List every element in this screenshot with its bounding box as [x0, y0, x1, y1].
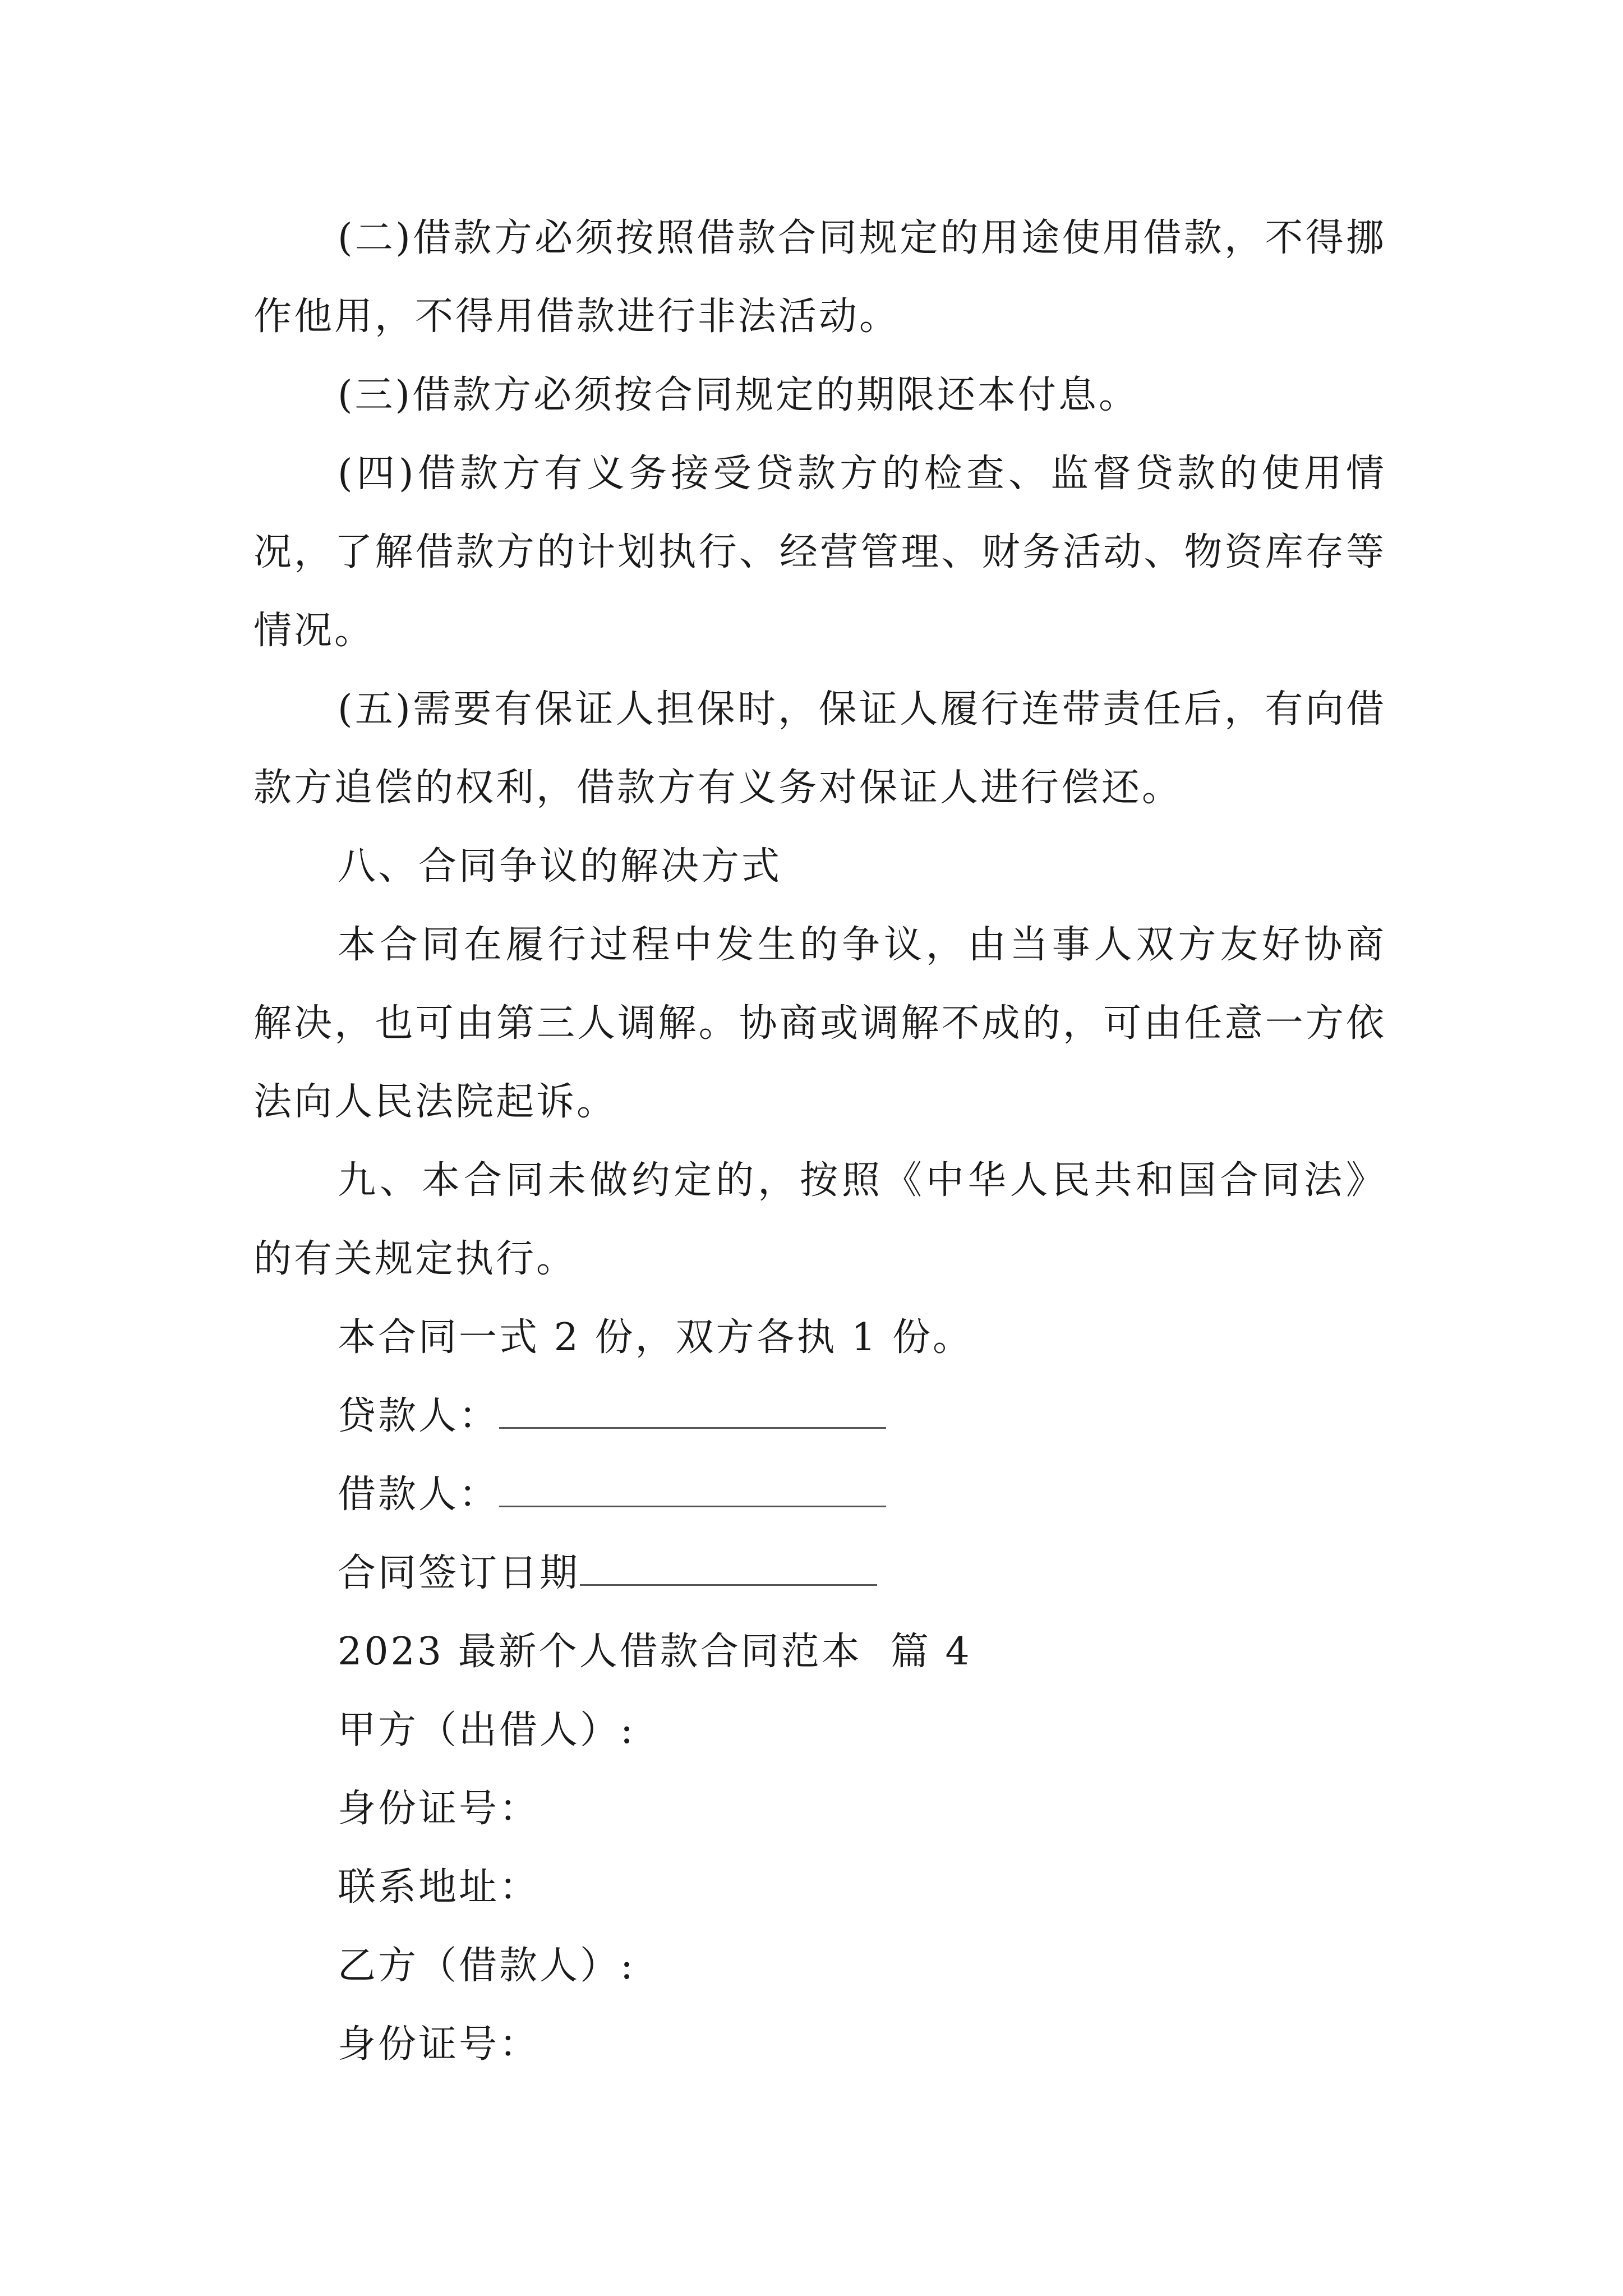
- clause-5-paragraph: (五)需要有保证人担保时，保证人履行连带责任后，有向借款方追偿的权利，借款方有义务对保证人进行偿还。: [253, 687, 1386, 810]
- section-8-heading: 八、合同争议的解决方式: [338, 844, 782, 889]
- party-b-id-label: 身份证号：: [338, 2022, 540, 2067]
- party-a-label: 甲方（出借人）:: [338, 1708, 635, 1752]
- lender-signature-line: [338, 1377, 886, 1456]
- section-8-body: 本合同在履行过程中发生的争议，由当事人双方友好协商解决，也可由第三人调解。协商或调解不成的，可由任意一方依法向人民法院起诉。: [253, 923, 1386, 1124]
- party-a-id-label: 身份证号：: [338, 1787, 540, 1831]
- sign-date-label: 合同签订日期: [338, 1551, 580, 1595]
- borrower-blank: [499, 1472, 886, 1507]
- borrower-label: 借款人：: [338, 1473, 500, 1517]
- party-a-address-label: 联系地址：: [338, 1865, 540, 1910]
- next-contract-title: 2023 最新个人借款合同范本 篇 4: [338, 1630, 972, 1674]
- lender-blank: [499, 1393, 886, 1429]
- lender-label: 贷款人：: [338, 1394, 500, 1438]
- sign-date-blank: [580, 1550, 877, 1586]
- section-9-paragraph: 九、本合同未做约定的，按照《中华人民共和国合同法》的有关规定执行。: [253, 1158, 1386, 1281]
- clause-4-paragraph: (四)借款方有义务接受贷款方的检查、监督贷款的使用情况，了解借款方的计划执行、经营管理、财务活动、物资库存等情况。: [253, 452, 1386, 653]
- clause-3-paragraph: (三)借款方必须按合同规定的期限还本付息。: [338, 373, 1140, 417]
- clause-2-paragraph: (二)借款方必须按照借款合同规定的用途使用借款，不得挪作他用，不得用借款进行非法活动。: [253, 216, 1386, 339]
- sign-date-line: [338, 1534, 877, 1613]
- borrower-signature-line: [338, 1456, 886, 1534]
- party-b-label: 乙方（借款人）:: [338, 1944, 635, 1988]
- copies-statement: 本合同一式 2 份，双方各执 1 份。: [338, 1315, 973, 1360]
